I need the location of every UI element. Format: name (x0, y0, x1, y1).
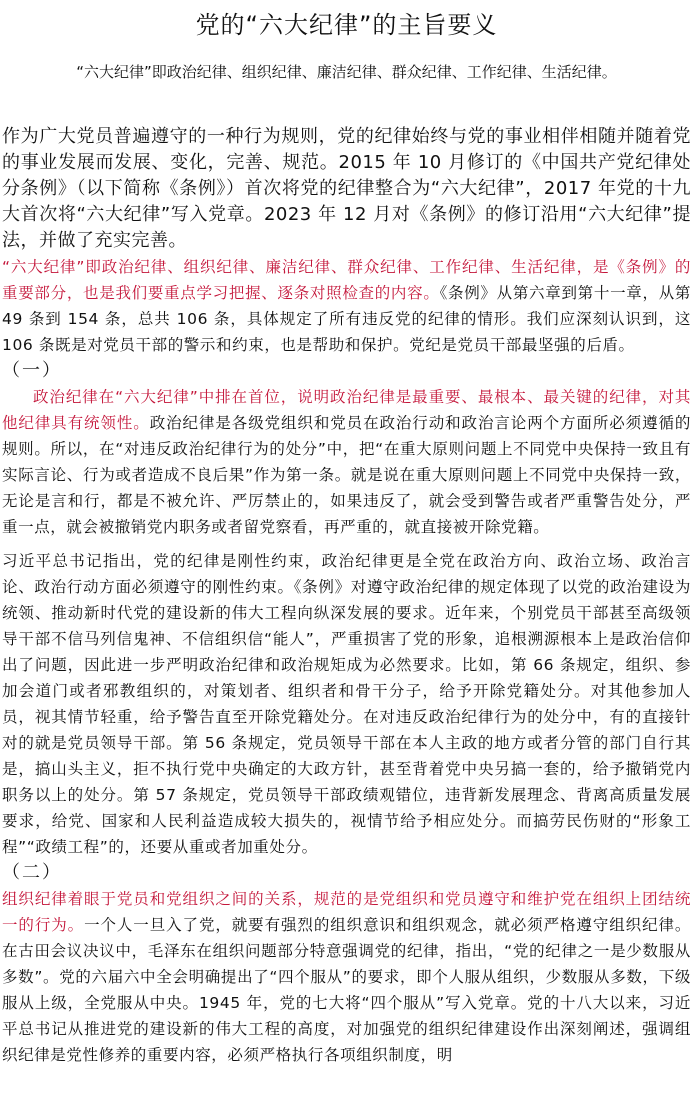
page-title: 党的“六大纪律”的主旨要义 (195, 11, 498, 39)
body-text: 一个人一旦入了党，就要有强烈的组织意识和组织观念，就必须严格遵守组织纪律。在古田会议决议中，毛泽东在组织问题部分特意强调党的纪律，指出，“党的纪律之一是少数服从多数”。党的六届六中全会明确提出了“四个服从”的要求，即个人服从组织，少数服从多数，下级服从上级，全党服从中央。1945 年，党的七大将“四个服从”写入党章。党的十八大以来，习近平总书记从推进党的建设新的伟大工程的高度，对加强党的组织纪律建设作出深刻阐述，强调组织纪律是党性修养的重要内容，必须严格执行各项组织制度，明 (2, 916, 691, 1064)
section-heading-1: （一） (2, 360, 62, 381)
paragraph-political-discipline (2, 384, 691, 540)
body-text: 《条例》从第六章到第十一章，从第 49 条到 154 条，总共 106 条，具体规定了所有违反党的纪律的情形。我们应深刻认识到，这 106 条既是对党员干部的警示和约束，也是帮助和保护。党纪是党员干部最坚强的后盾。 (2, 284, 691, 354)
highlight-text: 组织纪律着眼于党员和党组织之间的关系，规范的是党组织和党员遵守和维护党在组织上团结统一的行为。 (2, 890, 691, 934)
paragraph-political-discipline-detail: 习近平总书记指出，党的纪律是刚性约束，政治纪律更是全党在政治方向、政治立场、政治言论、政治行动方面必须遵守的刚性约束。《条例》对遵守政治纪律的规定体现了以党的政治建设为统领、推动新时代党的建设新的伟大工程向纵深发展的要求。近年来，个别党员干部甚至高级领导干部不信马列信鬼神、不信组织信“能人”，严重损害了党的形象，追根溯源根本上是政治信仰出了问题，因此进一步严明政治纪律和政治规矩成为必然要求。比如，第 66 条规定，组织、参加会道门或者邪教组织的，对策划者、组织者和骨干分子，给予开除党籍处分。对其他参加人员，视其情节轻重，给予警告直至开除党籍处分。在对违反政治纪律行为的处分中，有的直接针对的就是党员领导干部。第 56 条规定，党员领导干部在本人主政的地方或者分管的部门自行其是，搞山头主义，拒不执行党中央确定的大政方针，甚至背着党中央另搞一套的，给予撤销党内职务以上的处分。第 57 条规定，党员领导干部政绩观错位，违背新发展理念、背离高质量发展要求，给党、国家和人民利益造成较大损失的，视情节给予相应处分。而搞劳民伤财的“形象工程”“政绩工程”的，还要从重或者加重处分。 (2, 552, 691, 856)
spacer (2, 540, 691, 548)
intro-paragraph: 作为广大党员普遍遵守的一种行为规则，党的纪律始终与党的事业相伴相随并随着党的事业发展而发展、变化，完善、规范。2015 年 10 月修订的《中国共产党纪律处分条例》（以下简称《条例》）首次将党的纪律整合为“六大纪律”，2017 年党的十九大首次将“六大纪律”写入党章。2023 年 12 月对《条例》的修订沿用“六大纪律”提法，并做了充实完善。 (2, 126, 691, 251)
highlight-text: 政治纪律在“六大纪律”中排在首位，说明政治纪律是最重要、最根本、最关键的纪律，对其他纪律具有统领性。 (2, 388, 691, 432)
paragraph-organizational-discipline (2, 886, 691, 1068)
section-heading-2: （二） (2, 862, 62, 883)
page-subtitle: “六大纪律”即政治纪律、组织纪律、廉洁纪律、群众纪律、工作纪律、生活纪律。 (76, 63, 617, 81)
body-text: 政治纪律是各级党组织和党员在政治行动和政治言论两个方面所必须遵循的规则。所以，在“对违反政治纪律行为的处分”中，把“在重大原则问题上不同党中央保持一致且有实际言论、行为或者造成不良后果”作为第一条。就是说在重大原则问题上不同党中央保持一致，无论是言和行，都是不被允许、严厉禁止的，如果违反了，就会受到警告或者严重警告处分，严重一点，就会被撤销党内职务或者留党察看，再严重的，就直接被开除党籍。 (2, 414, 691, 536)
highlight-text: “六大纪律”即政治纪律、组织纪律、廉洁纪律、群众纪律、工作纪律、生活纪律，是《条例》的重要部分，也是我们要重点学习把握、逐条对照检查的内容。 (2, 258, 691, 302)
paragraph-six-disciplines (2, 254, 691, 358)
